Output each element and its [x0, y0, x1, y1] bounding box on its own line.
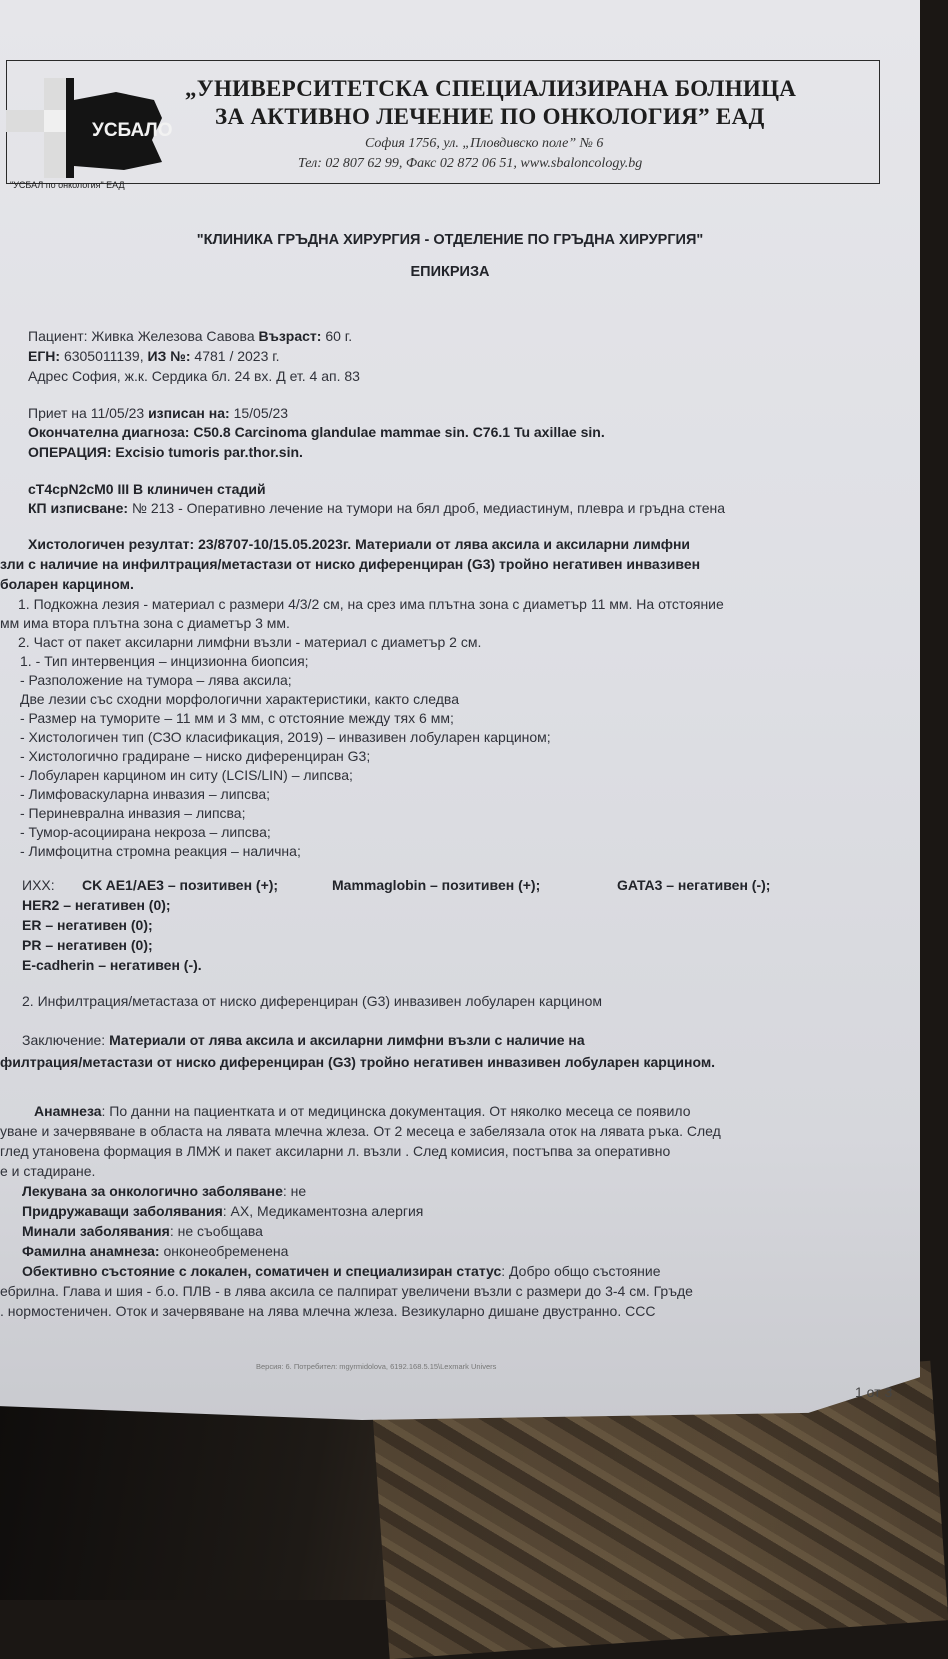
body-line: Две лезии със сходни морфологични характеристики, както следва — [20, 691, 459, 707]
body-line: - Лимфоцитна стромна реакция – налична; — [20, 843, 301, 859]
diagnosis-value: C50.8 Carcinoma glandulae mammae sin. C76.1 Tu axillae sin. — [193, 424, 605, 440]
histology-line1: Хистологичен резултат: 23/8707-10/15.05.2023г. Материали от лява аксила и аксиларни лимфни — [28, 536, 691, 552]
comorbidities: Придружаващи заболявания: АХ, Медикаментозна алергия — [22, 1203, 424, 1219]
histology-line3: боларен карцином. — [0, 576, 134, 592]
hospital-logo-icon — [4, 70, 173, 180]
document-title: ЕПИКРИЗА — [410, 264, 490, 280]
kp-line: КП изписване: № 213 - Оперативно лечение на тумори на бял дроб, медиастинум, плевра и гръдна стена — [28, 500, 726, 516]
body-line: - Лобуларен карцином ин ситу (LCIS/LIN) – липсва; — [20, 767, 353, 783]
body-line: - Хистологичен тип (СЗО класификация, 2019) – инвазивен лобуларен карцином; — [20, 729, 551, 745]
body-line: 2. Част от пакет аксиларни лимфни възли - материал с диаметър 2 см. — [18, 634, 482, 650]
clinic-title: "КЛИНИКА ГРЪДНА ХИРУРГИЯ - ОТДЕЛЕНИЕ ПО ГРЪДНА ХИРУРГИЯ" — [196, 232, 704, 248]
admission-line: Приет на 11/05/23 изписан на: 15/05/23 — [28, 405, 289, 421]
body-line: - Хистологично градиране – ниско диференциран G3; — [20, 748, 371, 764]
body-line: - Размер на туморите – 11 мм и 3 мм, с отстояние между тях 6 мм; — [20, 710, 454, 726]
histology-line2: зли с наличие на инфилтрация/метастази от ниско диференциран (G3) тройно негативен инвазивен — [0, 556, 701, 572]
patient-name: Живка Железова Савова — [91, 328, 255, 344]
body-line: - Лимфоваскуларна инвазия – липсва; — [20, 786, 271, 802]
patient-age: 60 г. — [325, 328, 353, 344]
operation-value: Excisio tumoris par.thor.sin. — [115, 444, 303, 460]
ihc-mammaglobin: Mammaglobin – позитивен (+); — [332, 877, 541, 893]
clinical-stage: cT4cpN2cM0 III B клиничен стадий — [28, 481, 266, 497]
conclusion-line2: филтрация/метастази от ниско диференциран (G3) тройно негативен инвазивен лобуларен карцином. — [0, 1054, 716, 1070]
hospital-name-line2: ЗА АКТИВНО ЛЕЧЕНИЕ ПО ОНКОЛОГИЯ” ЕАД — [215, 104, 765, 129]
anamnesis-line3: глед утановена формация в ЛМЖ и пакет аксиларни л. възли . След комисия, постъпва за оперативно — [0, 1143, 671, 1159]
ihc-pr: PR – негативен (0); — [22, 937, 153, 953]
body-line: 1. - Тип интервенция – инцизионна биопсия; — [20, 653, 309, 669]
family-history: Фамилна анамнеза: онконеобременена — [22, 1243, 289, 1259]
ihc-ecad: E-cadherin – негативен (-). — [22, 957, 202, 973]
ihc-gata3: GATA3 – негативен (-); — [617, 877, 771, 893]
iz-value: 4781 / 2023 г. — [194, 348, 280, 364]
status-line1: Обективно състояние с локален, соматичен и специализиран статус: Добро общо състояние — [22, 1263, 661, 1279]
anamnesis-line1: Анамнеза: По данни на пациентката и от медицинска документация. От няколко месеца се появило — [34, 1103, 691, 1119]
body-line: - Тумор-асоциирана некроза – липсва; — [20, 824, 271, 840]
discharged-date: 15/05/23 — [233, 405, 289, 421]
conclusion-line1: Заключение: Материали от лява аксила и аксиларни лимфни възли с наличие на — [22, 1032, 585, 1048]
ihc-her2: HER2 – негативен (0); — [22, 897, 171, 913]
address-line: Адрес София, ж.к. Сердика бл. 24 вх. Д ет. 4 ап. 83 — [28, 368, 360, 384]
ihc-er: ER – негативен (0); — [22, 917, 153, 933]
status-line2: ебрилна. Глава и шия - б.о. ПЛВ - в лява аксила се палпират увеличени възли с размери до 3-4 см. Гръде — [0, 1283, 693, 1299]
diagnosis-line: Окончателна диагноза: C50.8 Carcinoma glandulae mammae sin. C76.1 Tu axillae sin. — [28, 424, 605, 440]
onco-history: Лекувана за онкологично заболяване: не — [22, 1183, 307, 1199]
hospital-name-line1: „УНИВЕРСИТЕТСКА СПЕЦИАЛИЗИРАНА БОЛНИЦА — [185, 76, 797, 101]
body-line: - Разположение на тумора – лява аксила; — [20, 672, 292, 688]
logo-text: УСБАЛО — [92, 120, 173, 141]
ihc-ck: CK AE1/AE3 – позитивен (+); — [82, 877, 279, 893]
admitted-date: 11/05/23 — [90, 405, 145, 421]
body-line: - Периневрална инвазия – липсва; — [20, 805, 246, 821]
ihc-label: ИХХ: — [22, 877, 55, 893]
print-footer: Версия: 6. Потребител: mgyrmidolova, 6192.168.5.15\Lexmark Univers — [256, 1362, 497, 1371]
hospital-phone: Тел: 02 807 62 99, Факс 02 872 06 51, www.sbaloncology.bg — [298, 156, 643, 171]
hospital-address: София 1756, ул. „Пловдивско поле” № 6 — [365, 136, 604, 151]
patient-address: София, ж.к. Сердика бл. 24 вх. Д ет. 4 ап. 83 — [71, 368, 360, 384]
kp-value: № 213 - Оперативно лечение на тумори на бял дроб, медиастинум, плевра и гръдна стена — [131, 500, 726, 516]
page-number: 1 от 3 — [855, 1384, 893, 1400]
infiltration-item: 2. Инфилтрация/метастаза от ниско диференциран (G3) инвазивен лобуларен карцином — [22, 993, 602, 1009]
status-line3: . нормостеничен. Оток и зачервяване на лява млечна жлеза. Везикуларно дишане двустранно. ССС — [0, 1303, 656, 1319]
anamnesis-line4: е и стадиране. — [0, 1163, 96, 1179]
egn-line: ЕГН: 6305011139, ИЗ №: 4781 / 2023 г. — [28, 348, 280, 364]
anamnesis-line2: уване и зачервяване в областа на лявата млечна жлеза. От 2 месеца е забелязала оток на лявата ръка. След — [0, 1123, 721, 1139]
body-line: 1. Подкожна лезия - материал с размери 4/3/2 см, на срез има плътна зона с диаметър 11 мм. На отстояние — [18, 596, 724, 612]
logo-caption: "УСБАЛ по онкология" ЕАД — [10, 180, 125, 190]
past-diseases: Минали заболявания: не съобщава — [22, 1223, 263, 1239]
operation-line: ОПЕРАЦИЯ: Excisio tumoris par.thor.sin. — [28, 444, 303, 460]
patient-line: Пациент: Живка Железова Савова Възраст: 60 г. — [28, 328, 353, 344]
egn-value: 6305011139, — [63, 348, 144, 364]
body-line: мм има втора плътна зона с диаметър 3 мм. — [0, 615, 290, 631]
